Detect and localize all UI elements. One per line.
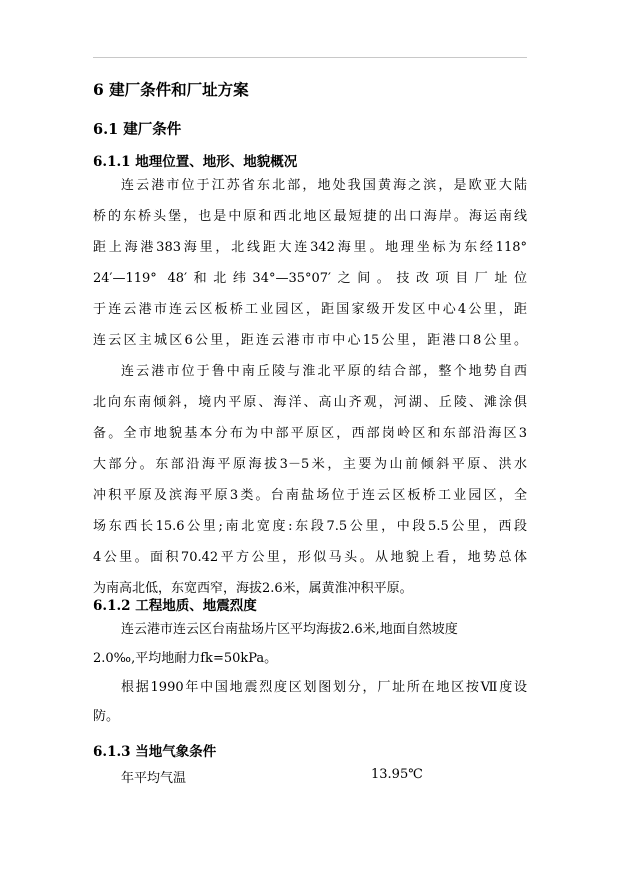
paragraph-line: 北向东南倾斜，境内平原、海洋、高山齐观，河湖、丘陵、滩涂俱	[93, 395, 527, 410]
subsection-title-612: 6.1.2 工程地质、地震烈度	[93, 598, 257, 614]
paragraph-line: 场东西长15.6公里;南北宽度:东段7.5公里，中段5.5公里，西段	[93, 519, 527, 534]
chapter-title: 6 建厂条件和厂址方案	[93, 80, 249, 99]
paragraph-line: 为南高北低，东宽西窄，海拔2.6米，属黄淮冲积平原。	[93, 581, 413, 596]
paragraph-line: 根据1990年中国地震烈度区划图划分，厂址所在地区按Ⅶ度设	[121, 680, 527, 695]
paragraph-line: 连云港市位于江苏省东北部，地处我国黄海之滨，是欧亚大陆	[121, 178, 527, 193]
paragraph-line: 于连云港市连云区板桥工业园区，距国家级开发区中心4公里，距	[93, 302, 527, 317]
paragraph-line: 距上海港383海里，北线距大连342海里。地理坐标为东经118°	[93, 240, 527, 255]
paragraph-line: 2.0‰,平均地耐力fk=50kPa。	[93, 651, 278, 666]
paragraph-line: 连云区主城区6公里，距连云港市市中心15公里，距港口8公里。	[93, 333, 527, 348]
paragraph-line: 4公里。面积70.42平方公里，形似马头。从地貌上看，地势总体	[93, 550, 527, 565]
subsection-title-613: 6.1.3 当地气象条件	[93, 744, 217, 760]
paragraph-line: 备。全市地貌基本分布为中部平原区，西部岗岭区和东部沿海区3	[93, 426, 527, 441]
header-rule	[93, 57, 527, 58]
section-title: 6.1 建厂条件	[93, 121, 182, 138]
paragraph-line: 连云港市位于鲁中南丘陵与淮北平原的结合部，整个地势自西	[121, 364, 527, 379]
climate-label: 年平均气温	[121, 771, 187, 786]
paragraph-line: 冲积平原及滨海平原3类。台南盐场位于连云区板桥工业园区，全	[93, 488, 527, 503]
climate-value: 13.95℃	[371, 767, 423, 782]
paragraph-line: 桥的东桥头堡，也是中原和西北地区最短捷的出口海岸。海运南线	[93, 209, 527, 224]
paragraph-line: 连云港市连云区台南盐场片区平均海拔2.6米,地面自然坡度	[121, 622, 458, 637]
paragraph-line: 防。	[93, 709, 120, 724]
paragraph-line: 大部分。东部沿海平原海拔3－5米，主要为山前倾斜平原、洪水	[93, 457, 527, 472]
subsection-title-611: 6.1.1 地理位置、地形、地貌概况	[93, 154, 298, 170]
paragraph-line: 24′—119° 48′和北纬34°—35°07′之间。技改项目厂址位	[93, 271, 527, 286]
